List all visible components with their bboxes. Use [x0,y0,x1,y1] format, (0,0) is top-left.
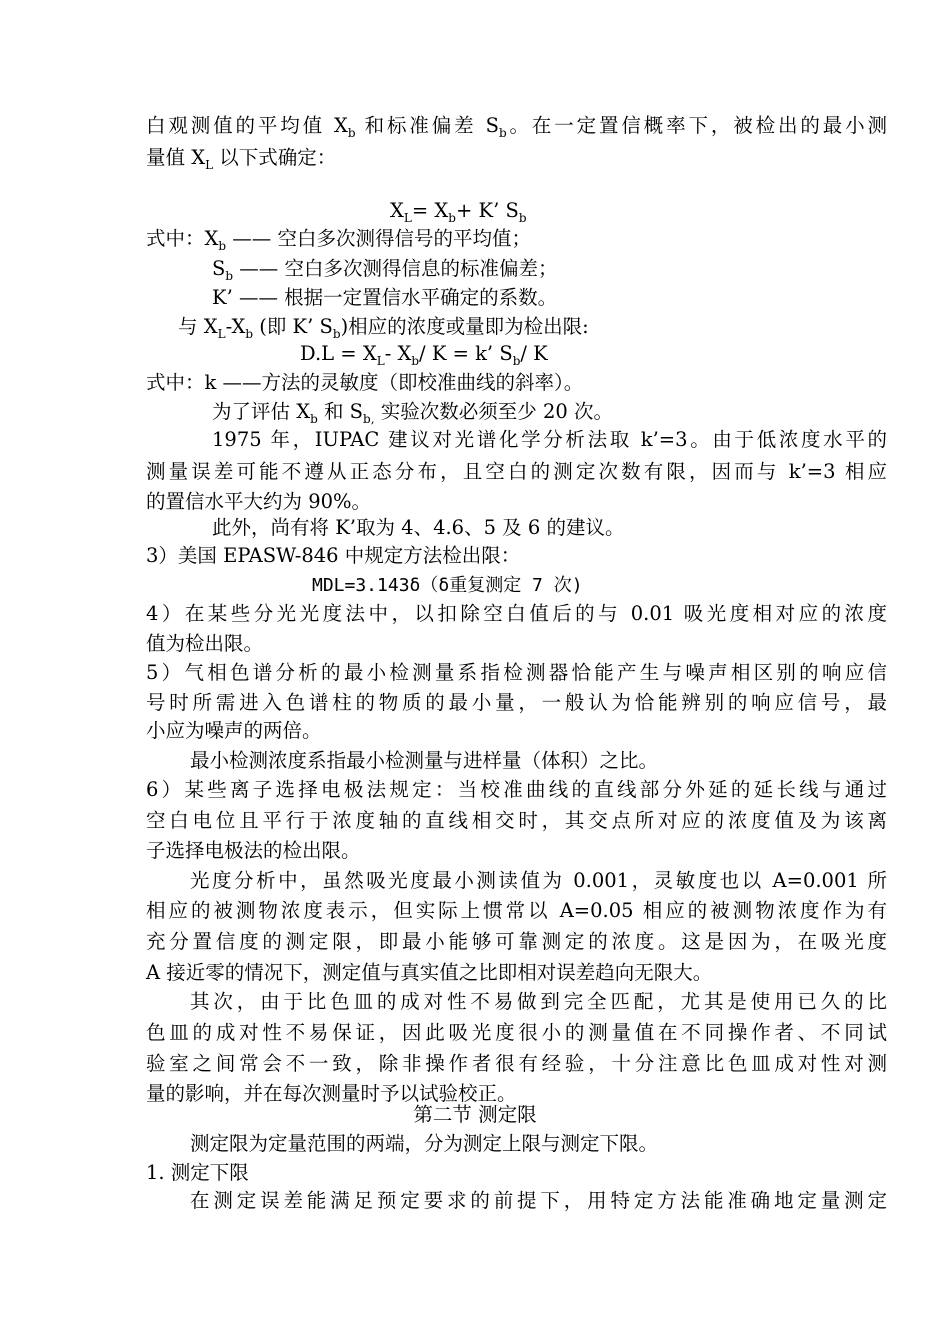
paragraph-line: 光度分析中，虽然吸光度最小测读值为 0.001，灵敏度也以 A=0.001 所 [190,869,887,892]
paragraph-line: 号时所需进入色谱柱的物质的最小量，一般认为恰能辨别的响应信号，最 [146,691,887,714]
paragraph-line: 测定限为定量范围的两端，分为测定上限与测定下限。 [190,1132,659,1155]
paragraph-line: 其次，由于比色皿的成对性不易做到完全匹配，尤其是使用已久的比 [190,990,887,1013]
paragraph-line: 为了评估 $X_b$ 和 $S_{b,}$ 实验次数必须至少 20 次。 [212,400,613,426]
paragraph-line: 色皿的成对性不易保证，因此吸光度很小的测量值在不同操作者、不同试 [146,1021,887,1044]
section-item-6: 6）某些离子选择电极法规定：当校准曲线的直线部分外延的延长线与通过 [146,778,887,801]
paragraph-line: 在测定误差能满足预定要求的前提下，用特定方法能准确地定量测定 [190,1189,887,1212]
paragraph-line: 量的影响，并在每次测量时予以试验校正。 [146,1082,517,1105]
paragraph-line: 此外，尚有将 K’取为 4、4.6、5 及 6 的建议。 [212,516,625,539]
formula-dl: $D.L = X_L-$ $X_b/$ K = k’ $S_b/$ K [300,342,548,368]
definition-line: 式中：k ——方法的灵敏度（即校准曲线的斜率）。 [146,371,584,394]
subsection-heading: 1. 测定下限 [146,1161,249,1184]
paragraph-line: A 接近零的情况下，测定值与真实值之比即相对误差趋向无限大。 [146,961,713,984]
paragraph-line: 小应为噪声的两倍。 [146,719,322,742]
paragraph-line: 充分置信度的测定限，即最小能够可靠测定的浓度。这是因为，在吸光度 [146,930,887,953]
section-heading: 第二节 测定限 [413,1103,537,1126]
paragraph-line: 1975 年，IUPAC 建议对光谱化学分析法取 k’=3。由于低浓度水平的 [212,428,887,451]
paragraph-line: 白观测值的平均值 $X_b$ 和标准偏差 $S_b$。在一定置信概率下，被检出的最小测 [146,114,887,140]
paragraph-line: 子选择电极法的检出限。 [146,839,361,862]
formula-xl: $X_L= X_b+ K$’ $S_b$ [390,199,527,225]
definition-line: $S_b$ —— 空白多次测得信息的标准偏差； [212,257,558,283]
paragraph-line: 空白电位且平行于浓度轴的直线相交时，其交点所对应的浓度值及为该离 [146,809,887,832]
paragraph-line: 测量误差可能不遵从正态分布，且空白的测定次数有限，因而与 k’=3 相应 [146,460,887,483]
paragraph-line: 验室之间常会不一致，除非操作者很有经验，十分注意比色皿成对性对测 [146,1052,887,1075]
section-item-3: 3）美国 EPASW-846 中规定方法检出限： [146,544,521,567]
paragraph-line: 最小检测浓度系指最小检测量与进样量（体积）之比。 [190,749,659,772]
paragraph-line: 的置信水平大约为 90%。 [146,490,372,513]
section-item-4: 4）在某些分光光度法中，以扣除空白值后的与 0.01 吸光度相对应的浓度 [146,602,887,625]
formula-mdl: MDL=3.143δ（δ重复测定 7 次) [312,575,583,596]
paragraph-line: 量值 $X_L$ 以下式确定： [146,146,337,172]
paragraph-line: 相应的被测物浓度表示，但实际上惯常以 A=0.05 相应的被测物浓度作为有 [146,899,887,922]
section-item-5: 5）气相色谱分析的最小检测量系指检测器恰能产生与噪声相区别的响应信 [146,661,887,684]
definition-line: 式中：$X_b$ —— 空白多次测得信号的平均值； [146,227,531,253]
paragraph-line: 值为检出限。 [146,632,264,655]
definition-line: K’ —— 根据一定置信水平确定的系数。 [212,286,558,309]
paragraph-line: 与 $X_L-X_b$ (即 K’ $S_b$)相应的浓度或量即为检出限: [178,315,589,341]
